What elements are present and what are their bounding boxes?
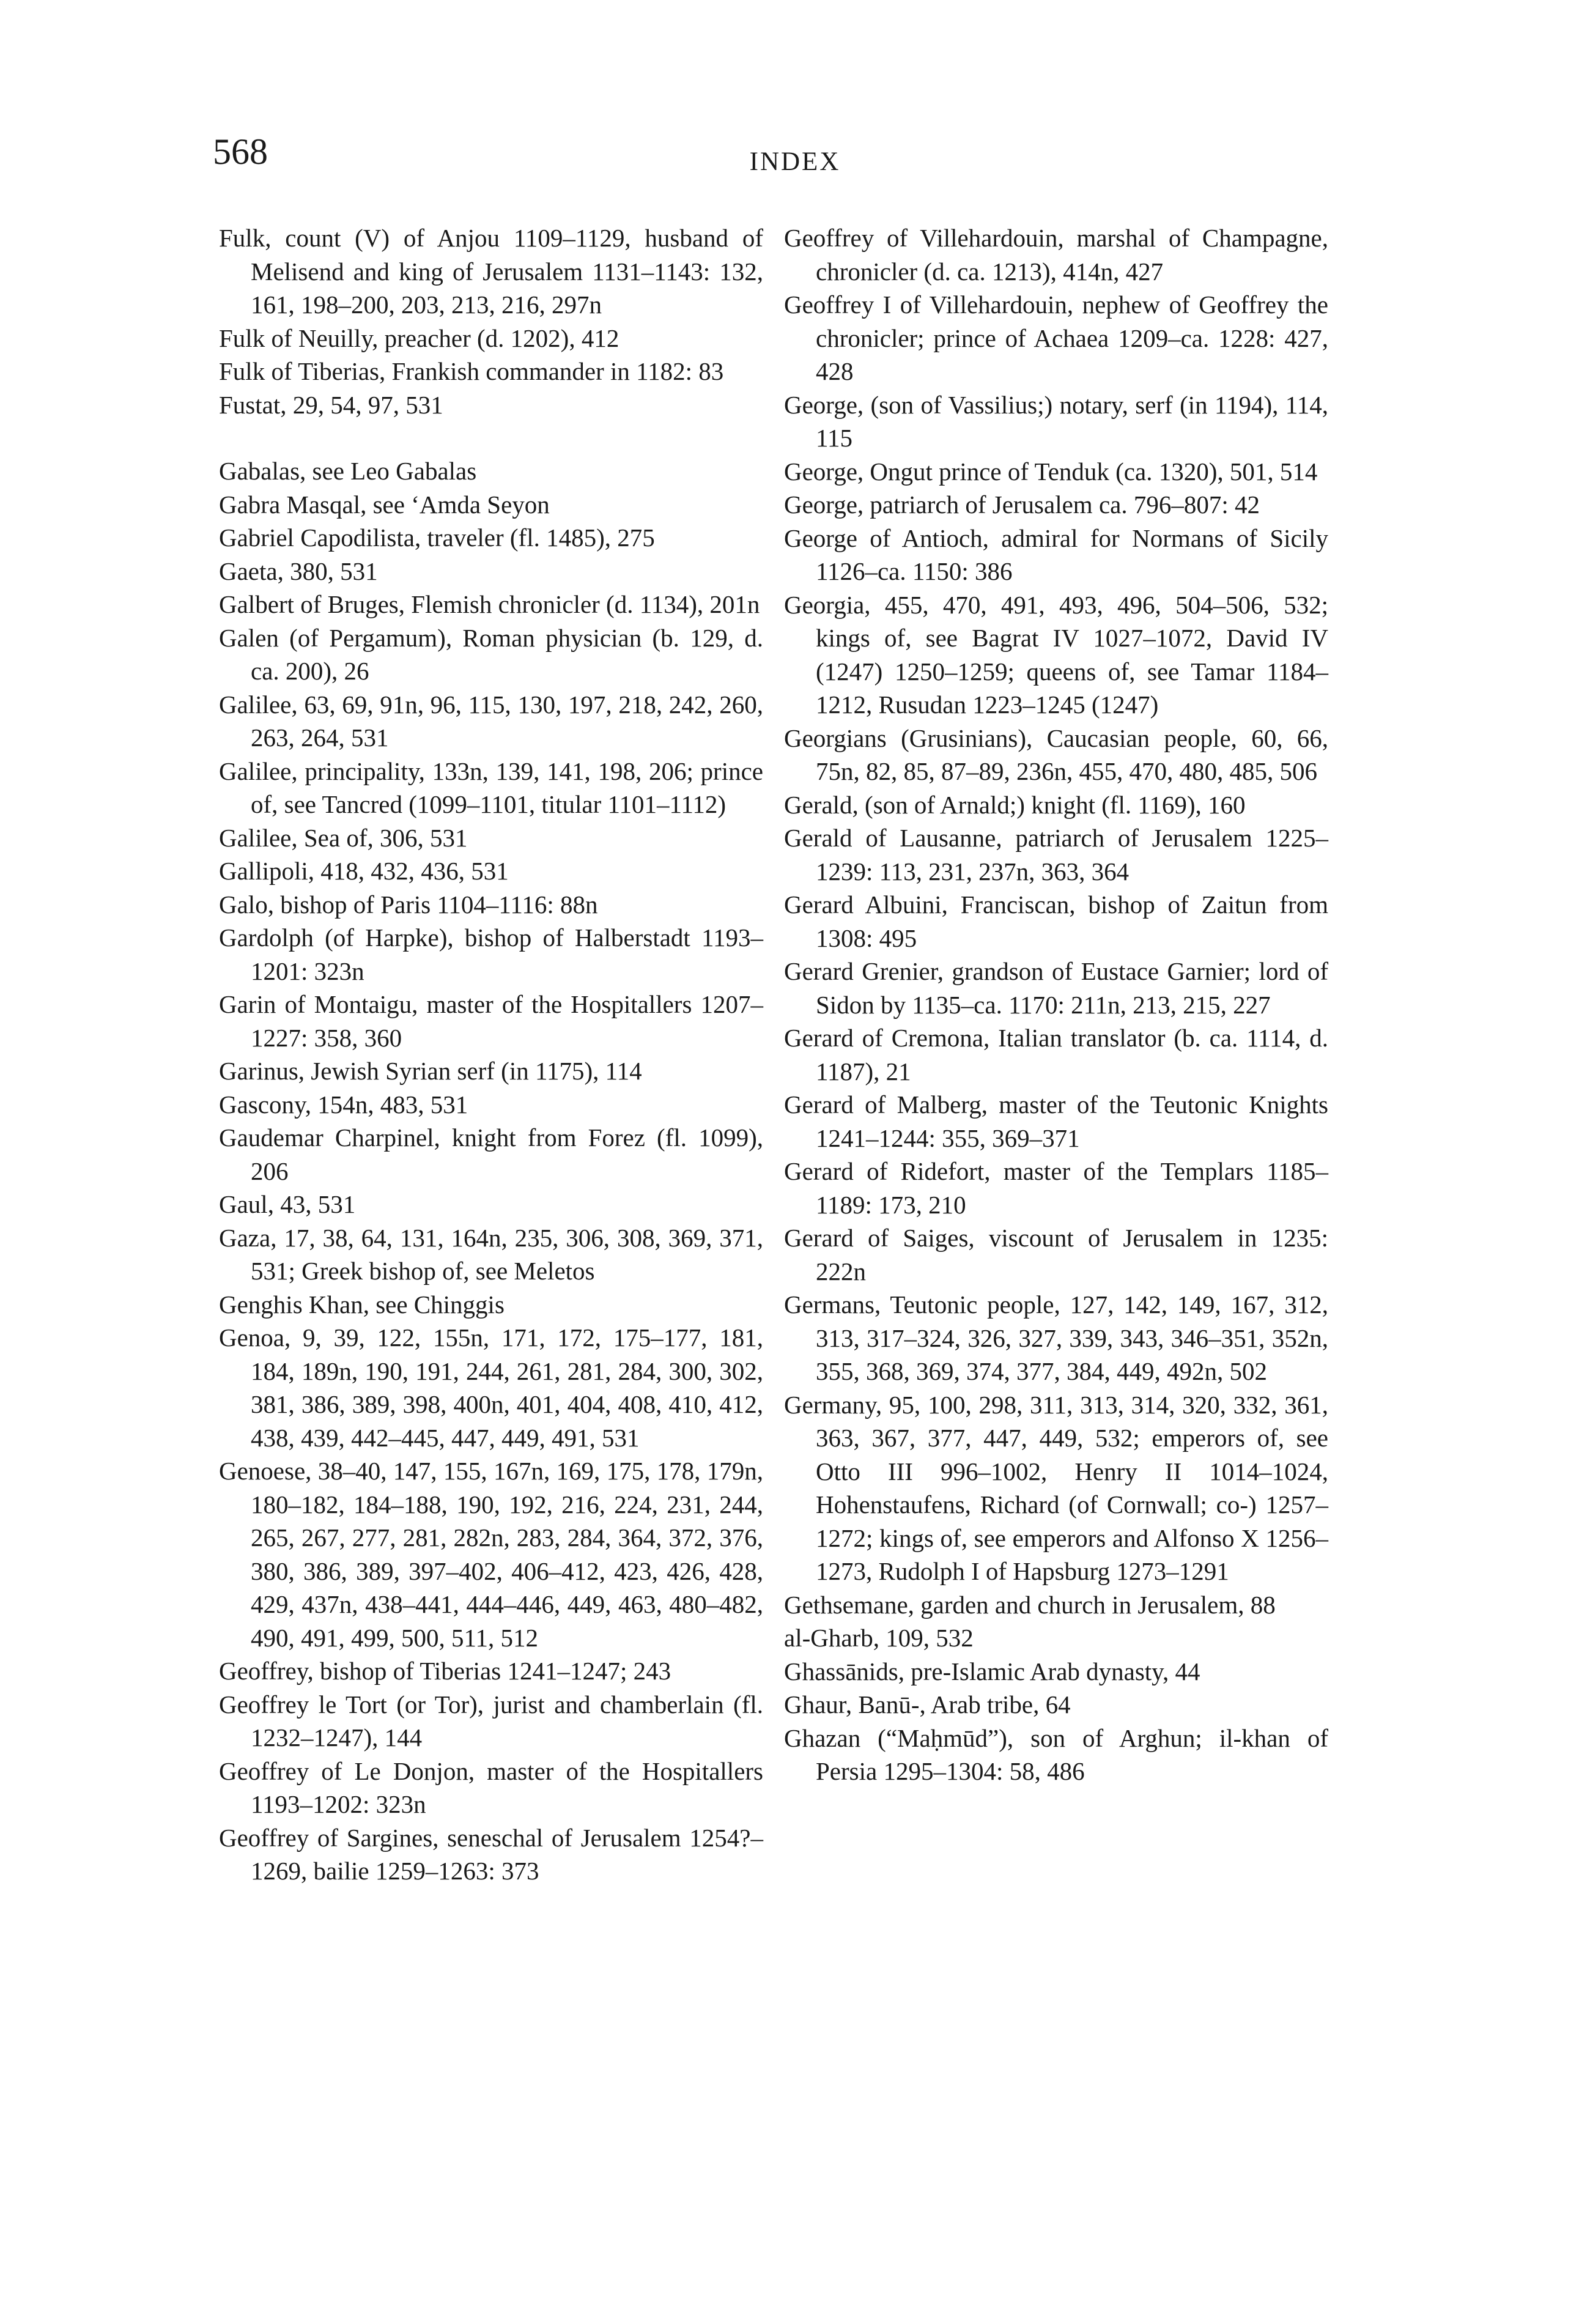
index-entry: George, patriarch of Jerusalem ca. 796–807: 42 — [784, 490, 1260, 519]
index-entry: Gaul, 43, 531 — [219, 1190, 356, 1218]
index-entry: Geoffrey le Tort (or Tor), jurist and chamberlain (fl. 1232–1247), 144 — [219, 1690, 763, 1752]
index-entry: Gaza, 17, 38, 64, 131, 164n, 235, 306, 308, 369, 371, 531; Greek bishop of, see Meletos — [219, 1223, 763, 1285]
index-entry: Gerard Albuini, Franciscan, bishop of Zaitun from 1308: 495 — [784, 890, 1328, 952]
index-entry: Gabalas, see Leo Gabalas — [219, 457, 477, 485]
index-entry: Geoffrey I of Villehardouin, nephew of Geoffrey the chronicler; prince of Achaea 1209–ca. 1228: 427, 428 — [784, 290, 1328, 385]
index-entry: Galbert of Bruges, Flemish chronicler (d. 1134), 201n — [219, 590, 760, 618]
index-entry: Ghazan (“Maḥmūd”), son of Arghun; il-khan of Persia 1295–1304: 58, 486 — [784, 1723, 1328, 1785]
index-entry: Galilee, principality, 133n, 139, 141, 198, 206; prince of, see Tancred (1099–1101, titular 1101–1112) — [219, 757, 763, 818]
index-entry: Gerard of Cremona, Italian translator (b. ca. 1114, d. 1187), 21 — [784, 1024, 1328, 1086]
index-entry: Gerard Grenier, grandson of Eustace Garnier; lord of Sidon by 1135–ca. 1170: 211n, 213, 215, 227 — [784, 957, 1328, 1019]
index-entry: George, Ongut prince of Tenduk (ca. 1320), 501, 514 — [784, 457, 1318, 486]
index-entry: Gerard of Saiges, viscount of Jerusalem in 1235: 222n — [784, 1224, 1328, 1286]
index-entry: Galo, bishop of Paris 1104–1116: 88n — [219, 890, 598, 919]
index-entry: Geoffrey of Sargines, seneschal of Jerusalem 1254?–1269, bailie 1259–1263: 373 — [219, 1823, 763, 1885]
index-column-left — [219, 221, 763, 1888]
index-entry: Fulk of Neuilly, preacher (d. 1202), 412 — [219, 324, 619, 352]
index-entry: Gabriel Capodilista, traveler (fl. 1485), 275 — [219, 524, 655, 552]
index-entry: Gaudemar Charpinel, knight from Forez (fl. 1099), 206 — [219, 1123, 763, 1185]
index-entry: Germans, Teutonic people, 127, 142, 149, 167, 312, 313, 317–324, 326, 327, 339, 343, 346–351, 352n, 355, 368, 369, 374, 377, 384, 449, 492n, 502 — [784, 1290, 1328, 1385]
index-entry: al-Gharb, 109, 532 — [784, 1624, 974, 1652]
index-entry: Garin of Montaigu, master of the Hospitallers 1207–1227: 358, 360 — [219, 990, 763, 1052]
running-head: INDEX — [749, 147, 841, 176]
index-entry: Genoese, 38–40, 147, 155, 167n, 169, 175, 178, 179n, 180–182, 184–188, 190, 192, 216, 224, 231, 244, 265, 267, 277, 281, 282n, 283, 284, 364, 372, 376, 380, 386, 389, 397–402, 406–412, 423, 426, 428, 429, 437n, 438–441, 444–446, 449, 463, 480–482, 490, 491, 499, 500, 511, 512 — [219, 1457, 763, 1652]
index-entry: Galilee, Sea of, 306, 531 — [219, 823, 468, 852]
index-entry: Galilee, 63, 69, 91n, 96, 115, 130, 197, 218, 242, 260, 263, 264, 531 — [219, 690, 763, 752]
index-entry: Gerard of Ridefort, master of the Templars 1185–1189: 173, 210 — [784, 1157, 1328, 1219]
index-entry: Fulk of Tiberias, Frankish commander in 1182: 83 — [219, 357, 724, 385]
index-entry: Geoffrey of Le Donjon, master of the Hospitallers 1193–1202: 323n — [219, 1756, 763, 1818]
index-entry: Ghaur, Banū-, Arab tribe, 64 — [784, 1690, 1071, 1719]
letter-group-gap — [219, 421, 763, 454]
index-entry: Georgians (Grusinians), Caucasian people, 60, 66, 75n, 82, 85, 87–89, 236n, 455, 470, 480, 485, 506 — [784, 723, 1328, 785]
index-entry: Gallipoli, 418, 432, 436, 531 — [219, 857, 509, 885]
index-entry: Geoffrey, bishop of Tiberias 1241–1247; 243 — [219, 1657, 671, 1685]
index-entry: Fustat, 29, 54, 97, 531 — [219, 390, 443, 419]
index-entry: George, (son of Vassilius;) notary, serf (in 1194), 114, 115 — [784, 390, 1328, 452]
index-entry: Gerald, (son of Arnald;) knight (fl. 1169), 160 — [784, 790, 1246, 819]
index-entry: Gerard of Malberg, master of the Teutonic Knights 1241–1244: 355, 369–371 — [784, 1090, 1328, 1152]
index-entry: Gascony, 154n, 483, 531 — [219, 1090, 468, 1119]
index-column-right — [784, 221, 1328, 1788]
index-entry: George of Antioch, admiral for Normans of Sicily 1126–ca. 1150: 386 — [784, 524, 1328, 585]
index-entry: Gaeta, 380, 531 — [219, 557, 378, 585]
index-entry: Genoa, 9, 39, 122, 155n, 171, 172, 175–177, 181, 184, 189n, 190, 191, 244, 261, 281, 284, 300, 302, 381, 386, 389, 398, 400n, 401, 404, 408, 410, 412, 438, 439, 442–445, 447, 449, 491, 531 — [219, 1323, 763, 1452]
index-entry: Gardolph (of Harpke), bishop of Halberstadt 1193–1201: 323n — [219, 923, 763, 985]
page-number: 568 — [213, 131, 268, 172]
index-entry: Geoffrey of Villehardouin, marshal of Champagne, chronicler (d. ca. 1213), 414n, 427 — [784, 224, 1328, 286]
index-entry: Galen (of Pergamum), Roman physician (b. 129, d. ca. 200), 26 — [219, 623, 763, 685]
index-entry: Fulk, count (V) of Anjou 1109–1129, husband of Melisend and king of Jerusalem 1131–1143: 132, 161, 198–200, 203, 213, 216, 297n — [219, 224, 763, 319]
index-entry: Garinus, Jewish Syrian serf (in 1175), 114 — [219, 1057, 642, 1085]
index-entry: Germany, 95, 100, 298, 311, 313, 314, 320, 332, 361, 363, 367, 377, 447, 449, 532; emperors of, see Otto III 996–1002, Henry II 1014–1024, Hohenstaufens, Richard (of Cornwall; co-) 1257–1272; kings of, see emperors and Alfonso X 1256–1273, Rudolph I of Hapsburg 1273–1291 — [784, 1390, 1328, 1585]
index-entry: Georgia, 455, 470, 491, 493, 496, 504–506, 532; kings of, see Bagrat IV 1027–1072, David IV (1247) 1250–1259; queens of, see Tamar 1184–1212, Rusudan 1223–1245 (1247) — [784, 590, 1328, 719]
index-entry: Genghis Khan, see Chinggis — [219, 1290, 505, 1319]
index-entry: Gerald of Lausanne, patriarch of Jerusalem 1225–1239: 113, 231, 237n, 363, 364 — [784, 824, 1328, 886]
index-entry: Ghassānids, pre-Islamic Arab dynasty, 44 — [784, 1657, 1200, 1686]
index-entry: Gethsemane, garden and church in Jerusalem, 88 — [784, 1590, 1276, 1619]
index-entry: Gabra Masqal, see ‘Amda Seyon — [219, 490, 550, 519]
